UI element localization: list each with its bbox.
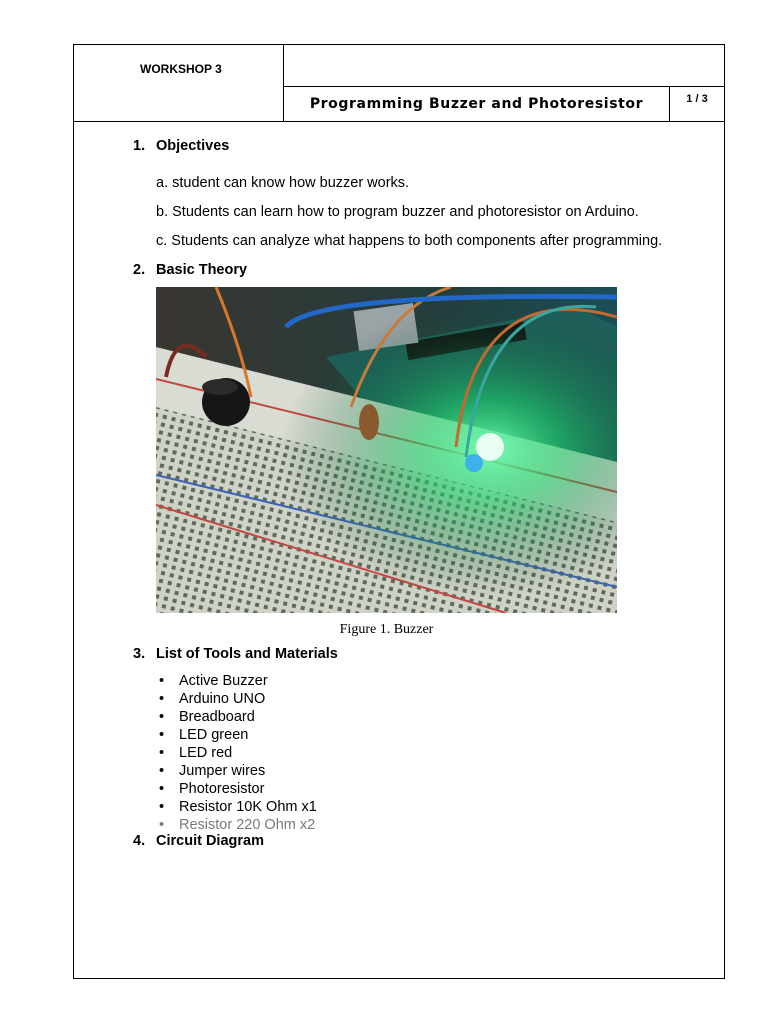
figure-caption: Figure 1. Buzzer xyxy=(339,622,434,637)
section-number: 4. xyxy=(133,833,146,849)
page-number: 1 / 3 xyxy=(686,93,708,105)
list-item: • Photoresistor xyxy=(156,780,317,798)
workshop-label: WORKSHOP 3 xyxy=(140,62,222,76)
header-workshop-cell xyxy=(74,45,284,121)
document-title: Programming Buzzer and Photoresistor xyxy=(284,87,670,121)
objective-item: a. student can know how buzzer works. xyxy=(156,175,410,191)
section-title: Objectives xyxy=(156,138,230,154)
list-item: • Arduino UNO xyxy=(156,690,317,708)
list-item: • Breadboard xyxy=(156,708,317,726)
section-title: Circuit Diagram xyxy=(156,833,264,849)
list-item: • LED green xyxy=(156,726,317,744)
tools-list xyxy=(156,672,317,834)
header-divider xyxy=(74,121,724,122)
section-objectives-heading xyxy=(133,138,229,154)
list-item: • Resistor 10K Ohm x1 xyxy=(156,798,317,816)
objective-item: c. Students can analyze what happens to both components after programming. xyxy=(156,233,663,249)
list-item: • Resistor 220 Ohm x2 xyxy=(156,816,317,834)
section-tools-heading xyxy=(133,646,338,662)
buzzer-photo xyxy=(156,287,617,613)
objective-item: b. Students can learn how to program buzzer and photoresistor on Arduino. xyxy=(156,204,639,220)
section-theory-heading xyxy=(133,262,247,278)
list-item: • Active Buzzer xyxy=(156,672,317,690)
list-item: • Jumper wires xyxy=(156,762,317,780)
section-circuit-heading xyxy=(133,833,264,849)
section-number: 1. xyxy=(133,138,146,154)
section-title: List of Tools and Materials xyxy=(156,646,338,662)
list-item: • LED red xyxy=(156,744,317,762)
section-number: 2. xyxy=(133,262,146,278)
section-number: 3. xyxy=(133,646,146,662)
header-blank-cell xyxy=(284,45,724,87)
section-title: Basic Theory xyxy=(156,262,248,278)
